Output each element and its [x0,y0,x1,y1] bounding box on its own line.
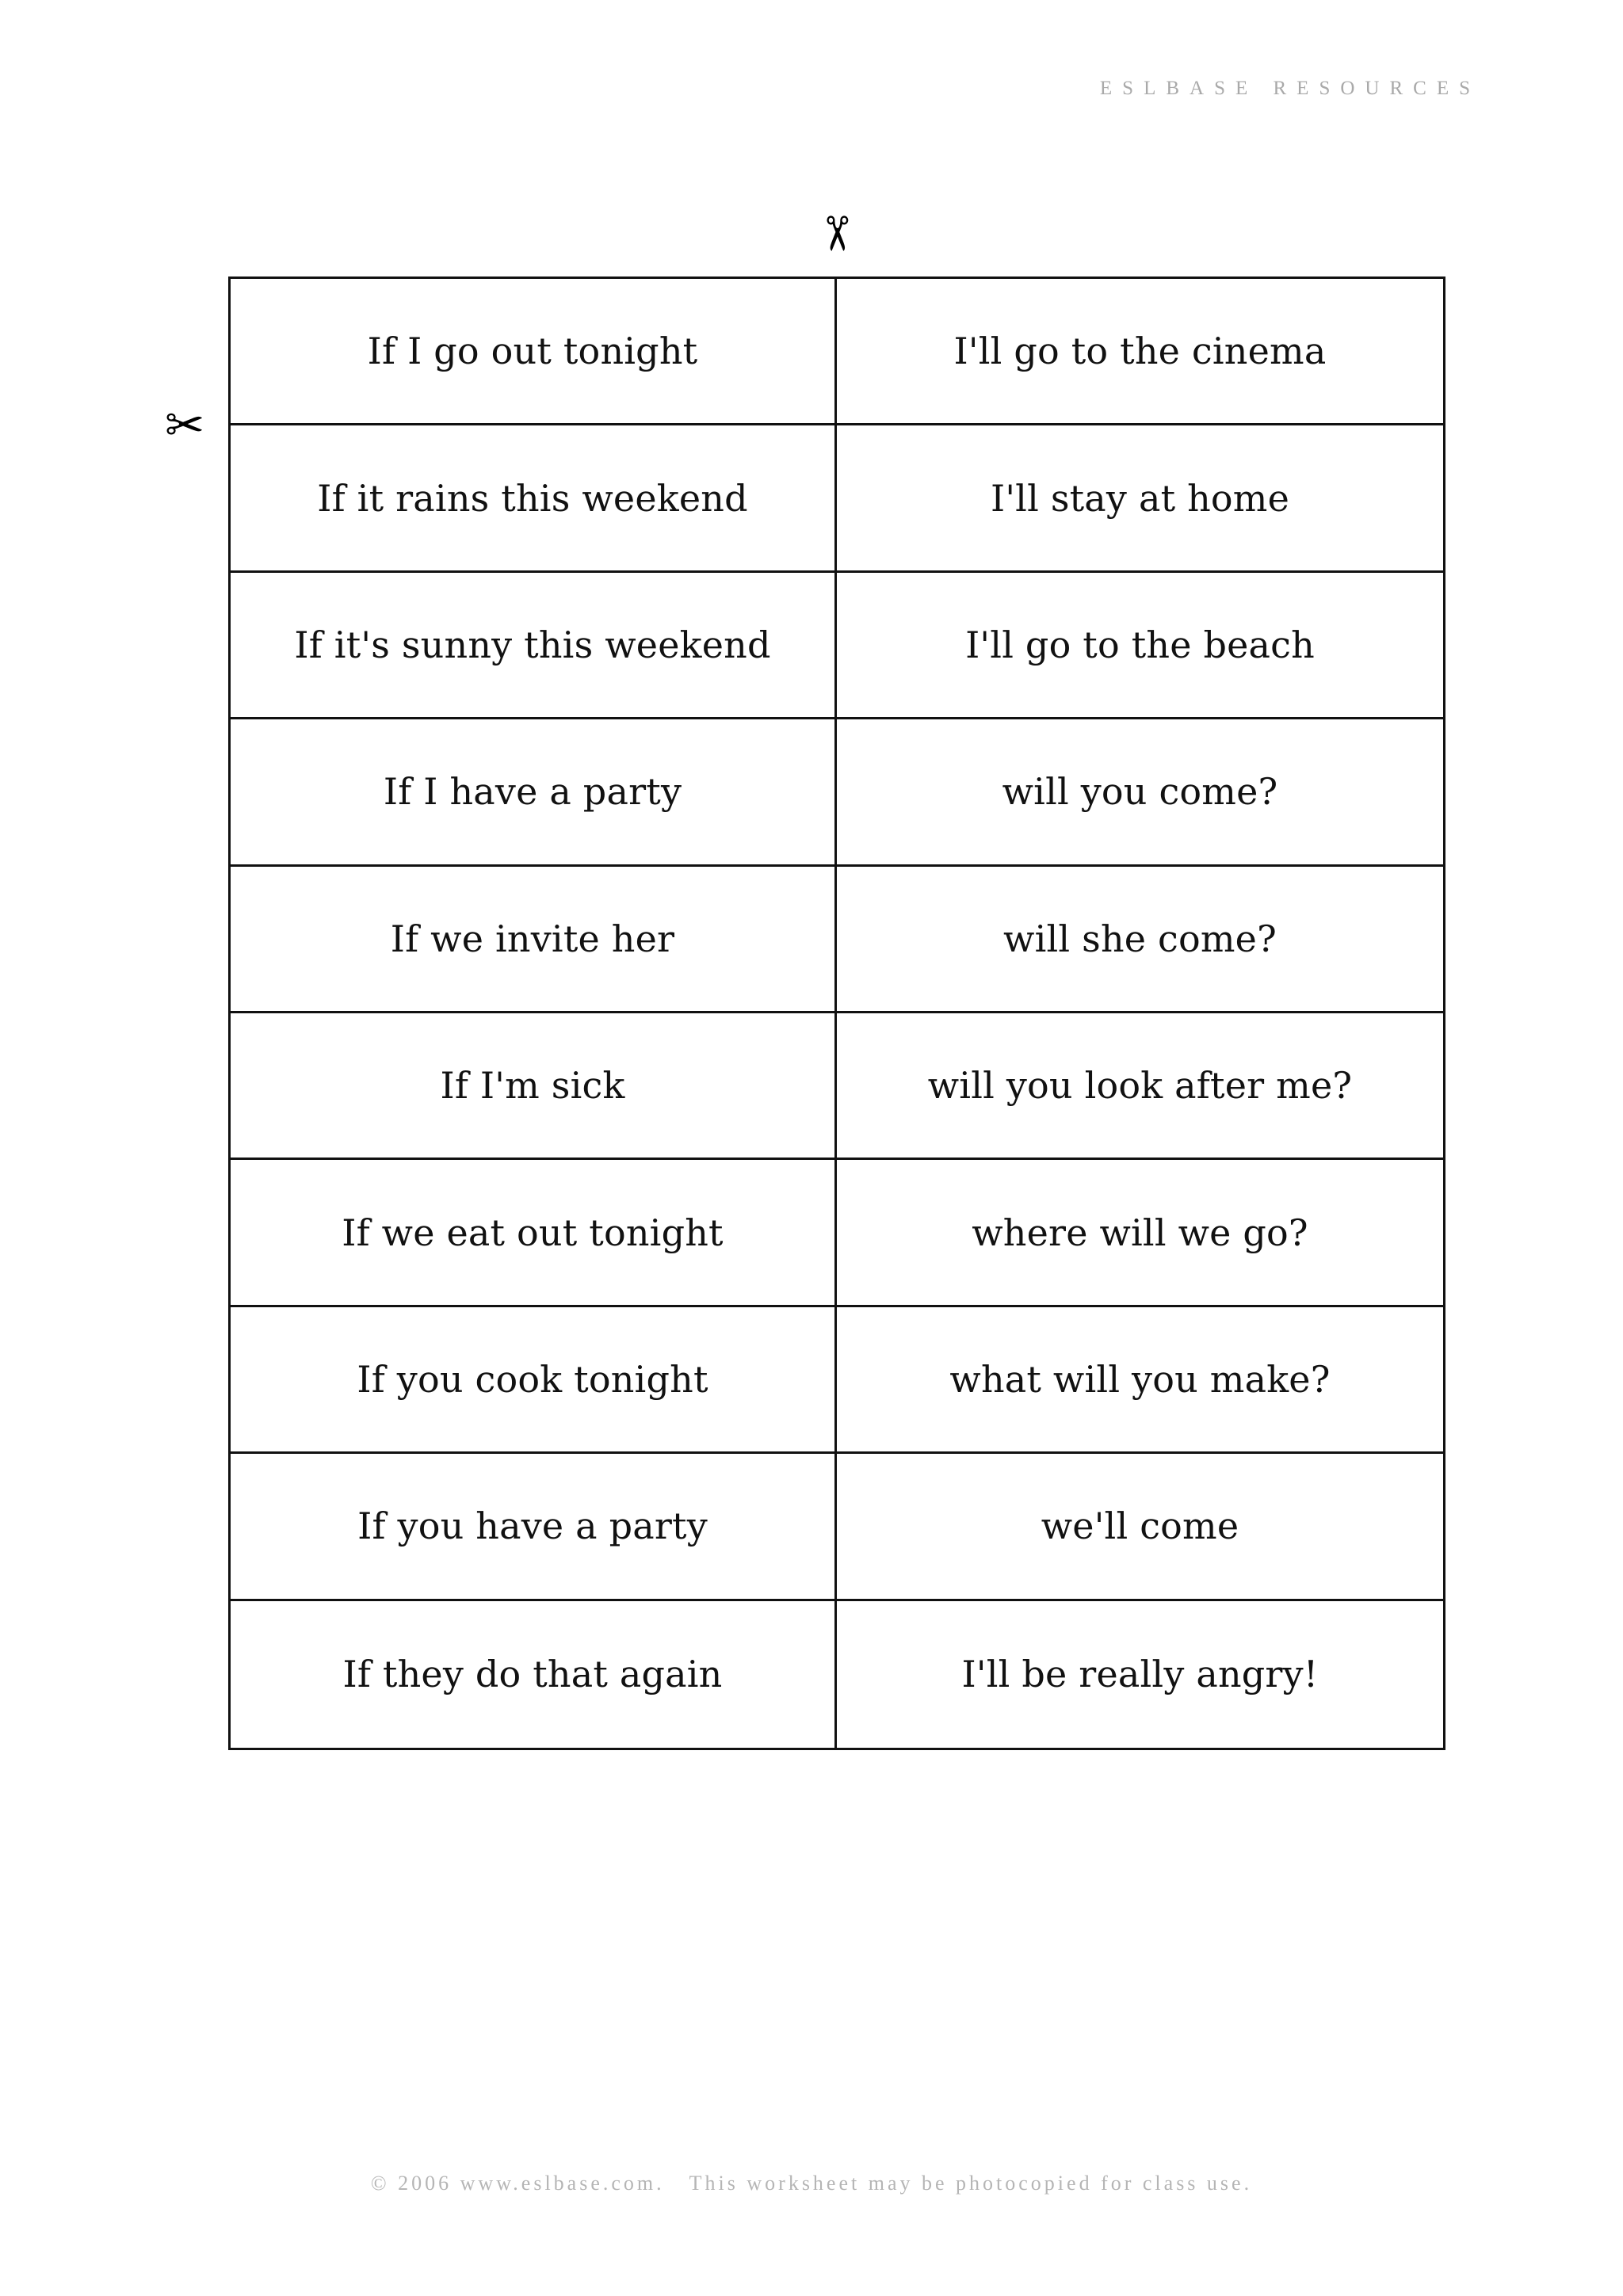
card-left-3: If it's sunny this weekend [231,573,837,719]
card-right-8: what will you make? [837,1307,1443,1454]
card-right-9: we'll come [837,1454,1443,1600]
footer-copyright: © 2006 www.eslbase.com. This worksheet may be photocopied for class use. [370,2172,1253,2195]
card-left-6: If I'm sick [231,1013,837,1160]
card-right-2: I'll stay at home [837,425,1443,572]
card-right-3: I'll go to the beach [837,573,1443,719]
card-right-4: will you come? [837,719,1443,866]
card-left-9: If you have a party [231,1454,837,1600]
card-left-2: If it rains this weekend [231,425,837,572]
card-right-6: will you look after me? [837,1013,1443,1160]
card-right-7: where will we go? [837,1160,1443,1306]
scissors-icon: ✂ [165,398,205,453]
card-left-1: If I go out tonight [231,279,837,425]
card-grid [228,277,1445,1750]
card-right-1: I'll go to the cinema [837,279,1443,425]
scissors-icon: ✂ [808,213,865,254]
header-brand: ESLBASE RESOURCES [1099,78,1480,99]
card-right-10: I'll be really angry! [961,1653,1319,1696]
card-right-5: will she come? [837,867,1443,1013]
card-left-8: If you cook tonight [231,1307,837,1454]
card-left-10: If they do that again [231,1601,837,1748]
card-left-7: If we eat out tonight [231,1160,837,1306]
card-left-5: If we invite her [231,867,837,1013]
card-left-4: If I have a party [231,719,837,866]
